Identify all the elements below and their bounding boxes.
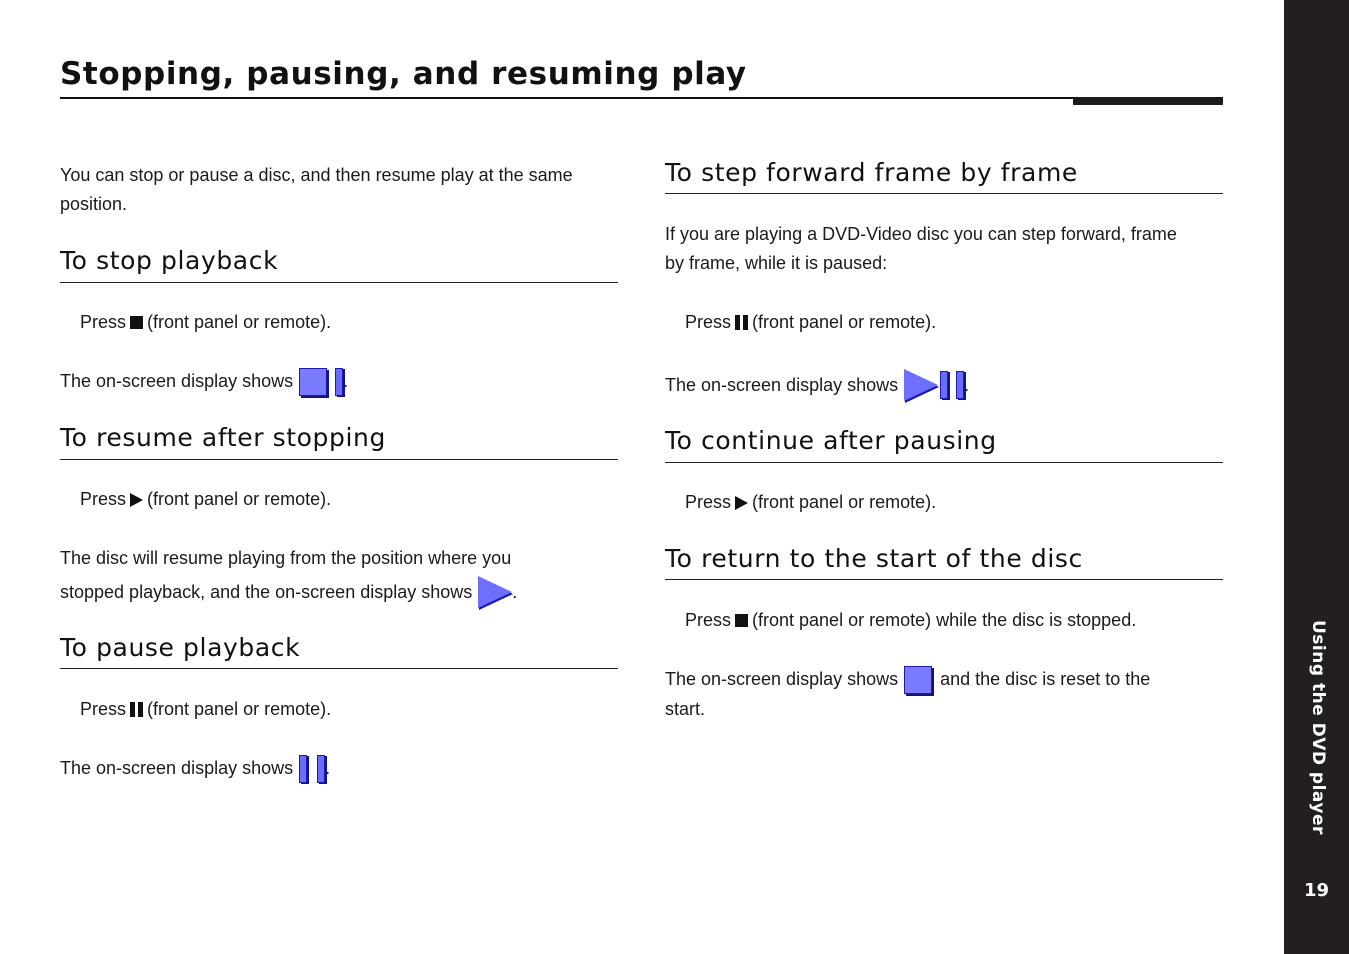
- rule-step: [665, 193, 1223, 194]
- osd-pause-bar-icon: [335, 368, 343, 396]
- rule-stop: [60, 282, 618, 283]
- resume-body-text: stopped playback, and the on-screen display shows: [60, 581, 473, 602]
- rule-return: [665, 579, 1223, 580]
- continue-press-note: (front panel or remote).: [752, 492, 937, 512]
- osd-pause-bar-left-icon: [299, 755, 307, 783]
- intro-line-1: You can stop or pause a disc, and then resume play at the same: [60, 165, 573, 185]
- resume-press-label: Press: [80, 489, 127, 509]
- return-display-text: The on-screen display shows: [665, 669, 899, 689]
- intro-line-2: position.: [60, 194, 128, 214]
- stop-press-line: [80, 308, 331, 337]
- resume-body-period: .: [512, 581, 518, 602]
- step-display-text: The on-screen display shows: [665, 374, 899, 395]
- return-display-line: [665, 665, 1150, 694]
- resume-body-line-2: [60, 576, 517, 608]
- osd-pause-bar-left-icon: [940, 371, 948, 399]
- pause-press-note: (front panel or remote).: [147, 699, 332, 719]
- return-display-after: and the disc is reset to the: [940, 669, 1151, 689]
- play-button-icon: [130, 493, 143, 507]
- stop-button-icon: [130, 316, 143, 329]
- page-number: 19: [1303, 880, 1330, 901]
- return-display-line-2: start.: [665, 699, 706, 719]
- pause-display-text: The on-screen display shows: [60, 758, 294, 778]
- stop-display-period: .: [343, 371, 349, 391]
- heading-pause: To pause playback: [60, 633, 301, 662]
- play-button-icon: [735, 496, 748, 510]
- rule-continue: [665, 462, 1223, 463]
- stop-button-icon: [735, 614, 748, 627]
- osd-play-icon: [904, 369, 938, 401]
- osd-stop-icon: [904, 666, 932, 694]
- resume-body-line-1: The disc will resume playing from the position where you: [60, 548, 512, 568]
- step-display-line: [665, 369, 969, 401]
- return-press-label: Press: [685, 610, 732, 630]
- heading-stop-playback: To stop playback: [60, 246, 279, 275]
- page-title: Stopping, pausing, and resuming play: [60, 56, 747, 92]
- step-press-line: [685, 308, 936, 337]
- resume-press-note: (front panel or remote).: [147, 489, 332, 509]
- osd-pause-bar-right-icon: [956, 371, 964, 399]
- return-press-line: [685, 606, 1136, 635]
- rule-resume: [60, 459, 618, 460]
- resume-press-line: [80, 485, 331, 514]
- osd-pause-bar-right-icon: [317, 755, 325, 783]
- return-press-note: (front panel or remote) while the disc is stopped.: [752, 610, 1137, 630]
- stop-display-text: The on-screen display shows: [60, 371, 294, 391]
- rule-pause: [60, 668, 618, 669]
- pause-button-icon: [130, 702, 143, 717]
- osd-play-icon: [478, 576, 512, 608]
- title-rule: [60, 97, 1223, 99]
- title-rule-accent: [1073, 97, 1223, 105]
- step-body-line-2: by frame, while it is paused:: [665, 253, 888, 273]
- stop-press-label: Press: [80, 312, 127, 332]
- continue-press-line: [685, 488, 936, 517]
- step-press-label: Press: [685, 312, 732, 332]
- stop-press-note: (front panel or remote).: [147, 312, 332, 332]
- pause-button-icon: [735, 315, 748, 330]
- heading-resume: To resume after stopping: [60, 423, 386, 452]
- heading-step-forward: To step forward frame by frame: [665, 158, 1078, 187]
- heading-continue: To continue after pausing: [665, 426, 997, 455]
- pause-display-line: [60, 754, 330, 783]
- step-display-period: .: [964, 374, 970, 395]
- pause-display-period: .: [325, 758, 331, 778]
- heading-return-start: To return to the start of the disc: [665, 544, 1083, 573]
- osd-stop-icon: [299, 368, 327, 396]
- step-body-line-1: If you are playing a DVD-Video disc you can step forward, frame: [665, 224, 1177, 244]
- section-label: Using the DVD player: [1308, 620, 1328, 835]
- stop-display-line: [60, 367, 348, 396]
- pause-press-line: [80, 695, 331, 724]
- pause-press-label: Press: [80, 699, 127, 719]
- continue-press-label: Press: [685, 492, 732, 512]
- step-press-note: (front panel or remote).: [752, 312, 937, 332]
